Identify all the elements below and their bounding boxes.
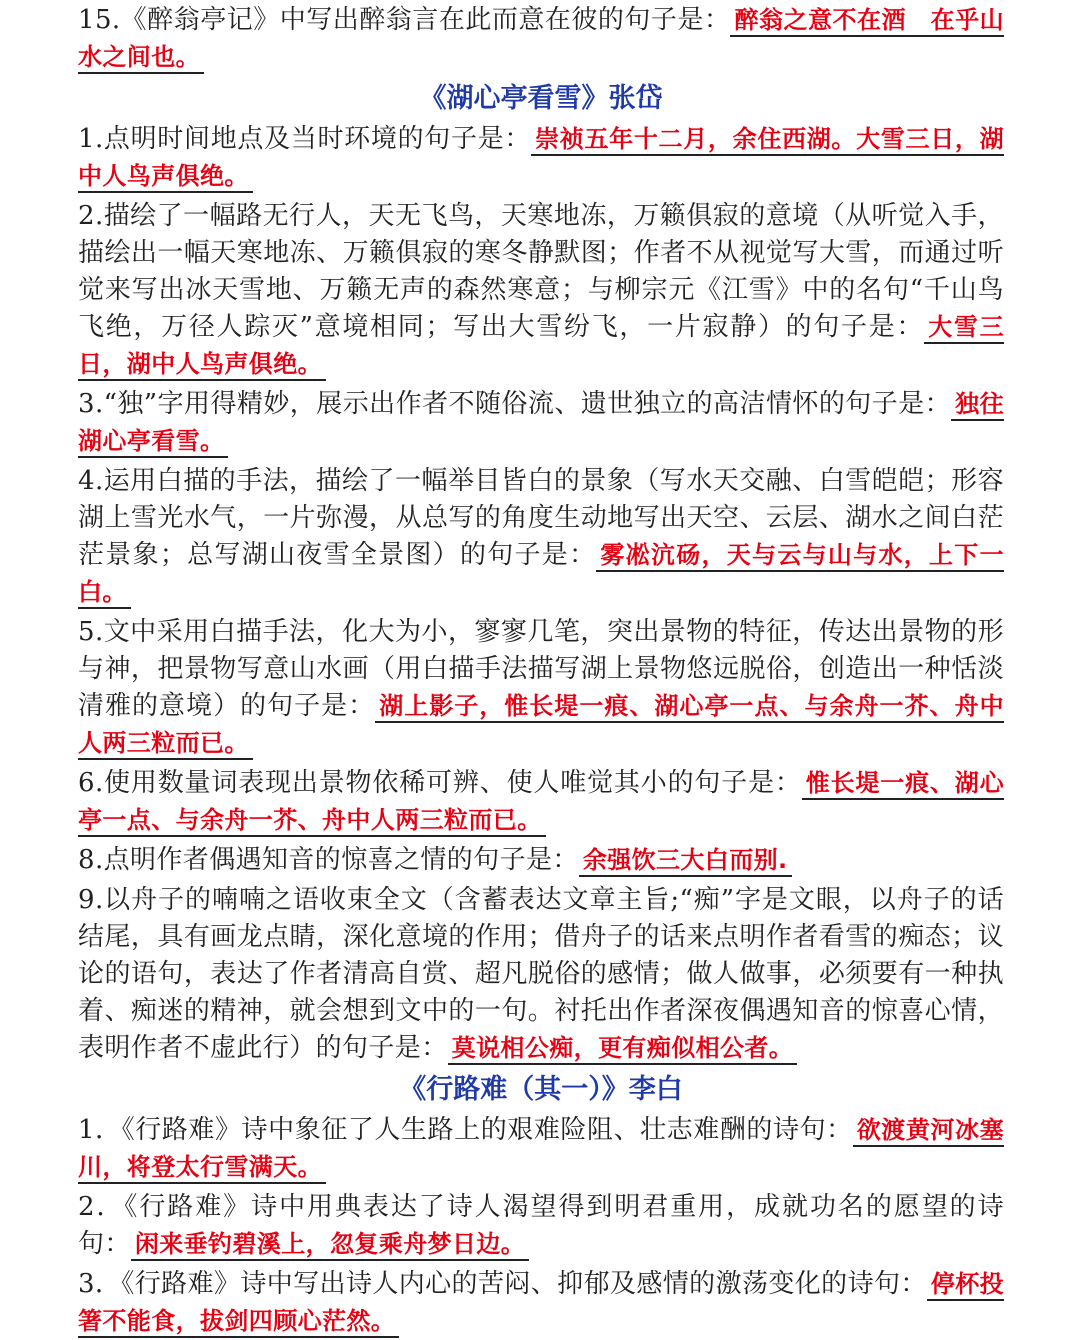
answer-text: 大雪三日，湖中人鸟声俱绝。 [78,313,1004,381]
answer-text: 停杯投箸不能食，拔剑四顾心茫然。 [78,1270,1004,1338]
question-text: 2.描绘了一幅路无行人，天无飞鸟，天寒地冻，万籁俱寂的意境（从听觉入手，描绘出一幅天寒地冻、万籁俱寂的寒冬静默图；作者不从视觉写大雪，而通过听觉来写出冰天雪地、万籁无声的森然寒意；与柳宗元《江雪》中的名句“千山鸟飞绝，万径人踪灭”意境相同；写出大雪纷飞，一片寂静）的句子是： [78,201,1004,342]
list-item [78,1266,1004,1340]
list-item [78,1112,1004,1186]
list-item [78,463,1004,611]
question-text: 9.以舟子的喃喃之语收束全文（含蓄表达文章主旨;“痴”字是文眼，以舟子的话结尾，具有画龙点睛，深化意境的作用；借舟子的话来点明作者看雪的痴态；议论的语句，表达了作者清高自赏、超凡脱俗的感情；做人做事，必须要有一种执着、痴迷的精神，就会想到文中的一句。衬托出作者深夜偶遇知音的惊喜心情，表明作者不虚此行）的句子是： [78,885,1004,1063]
answer-text: 闲来垂钓碧溪上，忽复乘舟梦日边。 [131,1230,529,1261]
answer-text: 独往湖心亭看雪。 [78,390,1004,458]
answer-text: 惟长堤一痕、湖心亭一点、与余舟一芥、舟中人两三粒而已。 [78,769,1004,837]
list-item [78,765,1004,839]
list-item [78,2,1004,76]
question-text: 3.“独”字用得精妙，展示出作者不随俗流、遗世独立的高洁情怀的句子是： [78,389,952,419]
answer-text: 莫说相公痴，更有痴似相公者。 [448,1034,798,1065]
list-item [78,1189,1004,1263]
list-item [78,614,1004,762]
question-text: 1.点明时间地点及当时环境的句子是： [78,124,532,154]
question-text: 2．《行路难》诗中用典表达了诗人渴望得到明君重用，成就功名的愿望的诗句： [78,1192,1004,1259]
question-text: 15.《醉翁亭记》中写出醉翁言在此而意在彼的句子是： [78,5,731,35]
question-text: 6.使用数量词表现出景物依稀可辨、使人唯觉其小的句子是： [78,768,802,798]
question-text: 3．《行路难》诗中写出诗人内心的苦闷、抑郁及感情的激荡变化的诗句： [78,1269,927,1299]
question-text: 4.运用白描的手法，描绘了一幅举目皆白的景象（写水天交融、白雪皑皑；形容湖上雪光水气，一片弥漫，从总写的角度生动地写出天空、云层、湖水之间白茫茫景象；总写湖山夜雪全景图）的句子是： [78,466,1004,570]
answer-text: 余强饮三大白而别. [579,846,792,877]
answer-text: 崇祯五年十二月，余住西湖。大雪三日，湖中人鸟声俱绝。 [78,125,1004,193]
answer-text: 醉翁之意不在酒 在乎山水之间也。 [78,6,1004,74]
question-text: 1．《行路难》诗中象征了人生路上的艰难险阻、壮志难酬的诗句： [78,1115,853,1145]
list-item [78,882,1004,1067]
list-item [78,842,1004,879]
list-item [78,121,1004,195]
question-text: 8.点明作者偶遇知音的惊喜之情的句子是： [78,845,579,875]
section-heading: 《行路难（其一）》李白 [399,1074,683,1105]
list-item [78,198,1004,383]
answer-text: 欲渡黄河冰塞川，将登太行雪满天。 [78,1116,1004,1184]
section-heading: 《湖心亭看雪》张岱 [419,83,663,114]
question-text: 5.文中采用白描手法，化大为小，寥寥几笔，突出景物的特征，传达出景物的形与神，把景物写意山水画（用白描手法描写湖上景物悠远脱俗，创造出一种恬淡清雅的意境）的句子是： [78,617,1004,721]
answer-text: 湖上影子，惟长堤一痕、湖心亭一点、与余舟一芥、舟中人两三粒而已。 [78,692,1004,760]
list-item [78,386,1004,460]
answer-text: 雾凇沆砀，天与云与山与水，上下一白。 [78,541,1004,609]
